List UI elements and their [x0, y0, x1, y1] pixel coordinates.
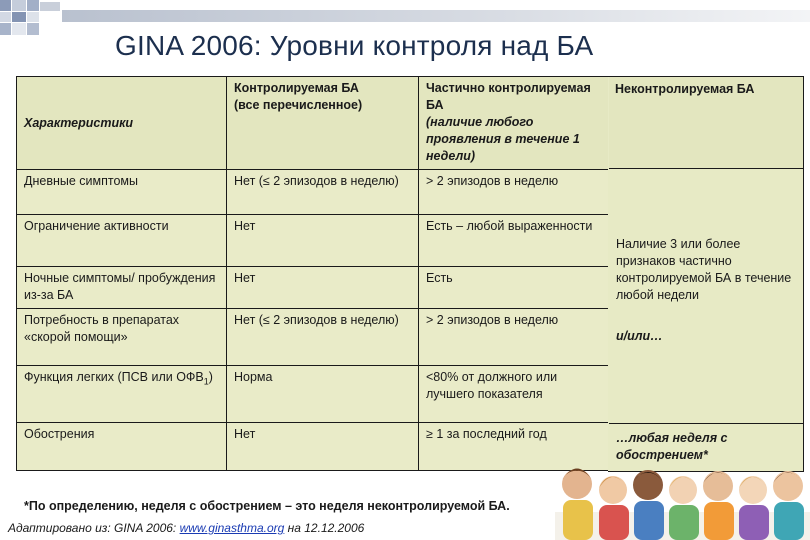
- cell-controlled: Норма: [227, 366, 419, 423]
- cell-characteristic: Потребность в препаратах «скорой помощи»: [17, 309, 227, 366]
- cell-controlled: Нет: [227, 215, 419, 267]
- cell-characteristic: Функция легких (ПСВ или $ОФВ_1$): [17, 366, 227, 423]
- cell-controlled: Нет (≤ 2 эпизодов в неделю): [227, 309, 419, 366]
- table-row: [17, 170, 609, 215]
- cell-controlled: Нет: [227, 423, 419, 471]
- uncontrolled-exacerbation: …любая неделя с обострением*: [616, 431, 728, 462]
- cell-characteristic: Обострения: [17, 423, 227, 471]
- header-characteristics: Характеристики: [17, 77, 227, 170]
- footnote: *По определению, неделя с обострением – это неделя неконтролируемой БА.: [24, 499, 510, 513]
- cell-characteristic: Ночные симптомы/ пробуждения из-за БА: [17, 267, 227, 309]
- table-row: [17, 309, 609, 366]
- children-photo-illustration: [555, 452, 810, 540]
- header-uncontrolled: Неконтролируемая БА: [609, 77, 803, 169]
- cell-partly: ≥ 1 за последний год: [419, 423, 609, 471]
- cell-partly: Есть: [419, 267, 609, 309]
- cell-characteristic: Ограничение активности: [17, 215, 227, 267]
- control-levels-table: [16, 76, 609, 471]
- source-link[interactable]: www.ginasthma.org: [179, 521, 285, 535]
- source-citation: [8, 521, 364, 535]
- table-row: [17, 267, 609, 309]
- slide-title: GINA 2006: Уровни контроля над БА: [115, 30, 594, 61]
- cell-controlled: Нет (≤ 2 эпизодов в неделю): [227, 170, 419, 215]
- cell-characteristic: Дневные симптомы: [17, 170, 227, 215]
- uncontrolled-criteria: Наличие 3 или более признаков частично контролируемой БА в течение любой недели: [616, 237, 792, 302]
- table-row: [17, 423, 609, 471]
- cell-controlled: Нет: [227, 267, 419, 309]
- header-controlled: Контролируемая БА (все перечисленное): [227, 77, 419, 170]
- cell-partly: <80% от должного или лучшего показателя: [419, 366, 609, 423]
- uncontrolled-divider: [609, 423, 803, 424]
- table-row: [17, 215, 609, 267]
- source-prefix: Адаптировано из: GINA 2006:: [8, 521, 180, 535]
- uncontrolled-andor: и/или…: [616, 329, 663, 343]
- source-suffix: на 12.12.2006: [284, 521, 365, 535]
- cell-partly: > 2 эпизодов в неделю: [419, 170, 609, 215]
- cell-partly: Есть – любой выраженности: [419, 215, 609, 267]
- cell-partly: > 2 эпизодов в неделю: [419, 309, 609, 366]
- table-row: [17, 366, 609, 423]
- header-partly-controlled: Частично контролируемая БА (наличие любого проявления в течение 1 недели): [419, 77, 609, 170]
- table-header-row: [17, 77, 609, 170]
